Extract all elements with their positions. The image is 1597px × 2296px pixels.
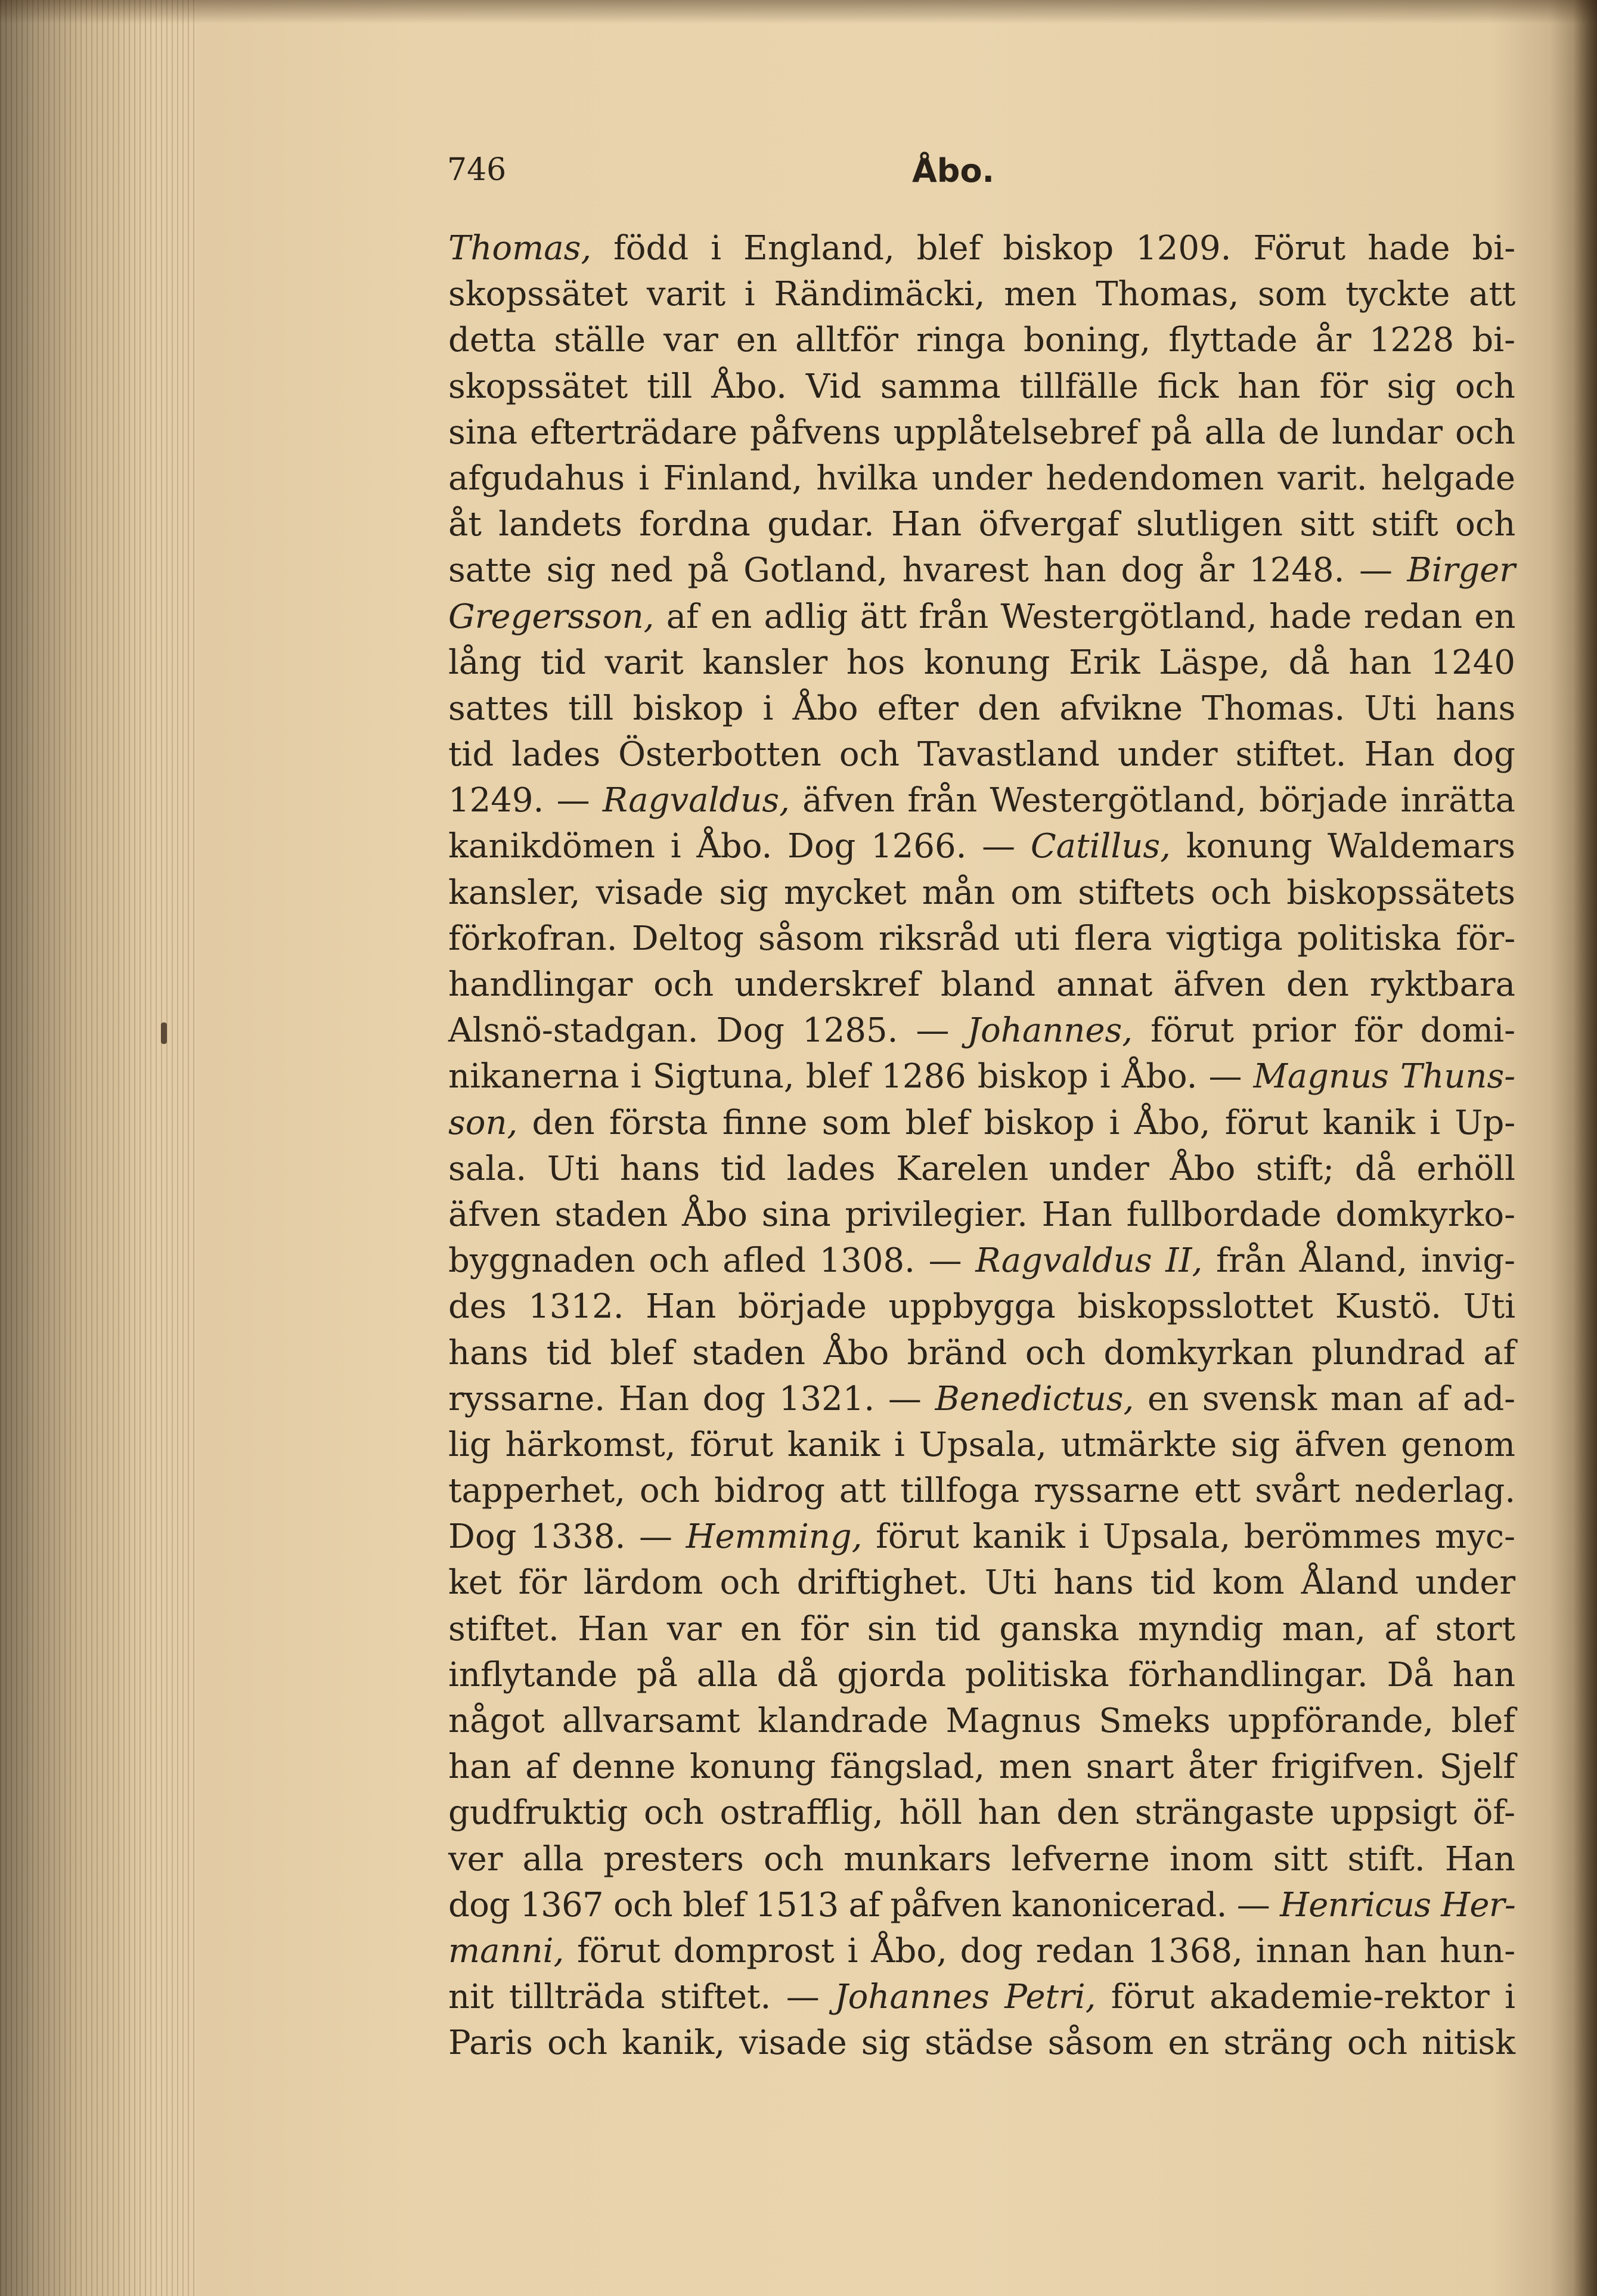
text-line [448, 1422, 1515, 1468]
text-run: Alsnö-stadgan. Dog 1285. — [448, 1011, 967, 1051]
text-run: stiftet. Han var en för sin tid ganska myndig man, af stort [448, 1609, 1515, 1649]
person-name: Catillus, [1030, 827, 1171, 866]
text-run: Dog 1338. — [448, 1517, 686, 1557]
page-header [447, 152, 1508, 206]
text-run: tapperhet, och bidrog att tillfoga ryssarne ett svårt nederlag. [448, 1471, 1516, 1511]
text-run: skopssätet till Åbo. Vid samma tillfälle fick han för sig och [448, 367, 1515, 406]
text-line [448, 1606, 1515, 1652]
text-run: lig härkomst, förut kanik i Upsala, utmärkte sig äfven genom [448, 1425, 1515, 1464]
text-line [448, 1468, 1515, 1514]
text-run: sattes till biskop i Åbo efter den afvikne Thomas. Uti hans [448, 689, 1516, 728]
text-run: tid lades Österbotten och Tavastland under stiftet. Han dog [448, 735, 1515, 774]
text-line [448, 1100, 1515, 1146]
text-run: 1249. — [448, 781, 603, 820]
text-run: han af denne konung fängslad, men snart åter frigifven. Sjelf [448, 1747, 1516, 1787]
text-line [448, 823, 1515, 869]
text-run: förut akademie-rektor i [1096, 1978, 1516, 2017]
text-line [448, 1514, 1515, 1560]
text-line [448, 501, 1515, 547]
person-name: Johannes Petri, [835, 1978, 1096, 2017]
person-name: Henricus Her- [1280, 1885, 1516, 1925]
text-line [448, 225, 1515, 271]
text-line [448, 1376, 1515, 1422]
gutter-shadow [1573, 0, 1597, 2296]
text-run: des 1312. Han började uppbygga biskopsslottet Kustö. Uti [448, 1287, 1516, 1327]
text-run: äfven staden Åbo sina privilegier. Han fullbordade domkyrko- [448, 1195, 1515, 1234]
text-line [448, 1284, 1515, 1330]
text-run: en svensk man af ad- [1134, 1379, 1516, 1418]
text-line [448, 410, 1515, 456]
person-name: Johannes, [967, 1011, 1133, 1051]
text-run: detta ställe var en alltför ringa boning, flyttade år 1228 bi- [448, 321, 1515, 360]
page-number: 746 [447, 152, 507, 188]
text-line [448, 456, 1515, 501]
text-line [448, 1928, 1515, 1974]
text-line [448, 1330, 1515, 1376]
text-line [448, 1146, 1515, 1192]
text-run: dog 1367 och blef 1513 af påfven kanonicerad. — [448, 1885, 1280, 1925]
text-line [448, 1790, 1515, 1836]
text-run: konung Waldemars [1170, 827, 1515, 866]
text-line [448, 1054, 1515, 1099]
person-name: Benedictus, [935, 1379, 1134, 1418]
person-name: Magnus Thuns- [1253, 1057, 1516, 1096]
text-run: född i England, blef biskop 1209. Förut hade bi- [591, 229, 1516, 268]
text-line [448, 1836, 1515, 1882]
text-run: gudfruktig och ostrafflig, höll han den strängaste uppsigt öf- [448, 1793, 1515, 1833]
person-name: Thomas, [448, 229, 592, 268]
text-line [448, 1008, 1515, 1054]
person-name: Ragvaldus, [602, 781, 790, 820]
text-run: nikanerna i Sigtuna, blef 1286 biskop i Åbo. — [448, 1057, 1254, 1096]
text-run: förut kanik i Upsala, berömmes myc- [862, 1517, 1515, 1557]
text-run: lång tid varit kansler hos konung Erik Läspe, då han 1240 [448, 643, 1515, 682]
text-line [448, 317, 1515, 363]
text-run: något allvarsamt klandrade Magnus Smeks uppförande, blef [448, 1702, 1515, 1740]
text-run: sala. Uti hans tid lades Karelen under Åbo stift; då erhöll [448, 1149, 1515, 1188]
person-name: Birger [1407, 551, 1516, 590]
text-run: den första finne som blef biskop i Åbo, förut kanik i Up- [517, 1103, 1516, 1142]
text-line [448, 271, 1515, 317]
text-run: från Åland, invig- [1202, 1241, 1516, 1281]
text-run: kansler, visade sig mycket mån om stiftets och biskopssätets [448, 873, 1515, 912]
text-run: hans tid blef staden Åbo bränd och domkyrkan plundrad af [448, 1333, 1516, 1372]
text-line [448, 640, 1515, 686]
text-line [448, 364, 1515, 410]
text-run: äfven från Westergötland, började inrätta [789, 781, 1515, 820]
person-name: son, [448, 1103, 518, 1142]
text-run: satte sig ned på Gotland, hvarest han dog år 1248. — [448, 551, 1407, 590]
text-run: inflytande på alla då gjorda politiska förhandlingar. Då han [448, 1655, 1516, 1694]
text-line [448, 916, 1515, 962]
ink-mark [161, 1022, 167, 1044]
top-shade [0, 0, 1597, 24]
text-run: Paris och kanik, visade sig städse såsom en sträng och nitisk [448, 2024, 1516, 2063]
text-run: sina efterträdare påfvens upplåtelsebref på alla de lundar och [448, 413, 1516, 452]
text-line [448, 870, 1515, 916]
text-run: ryssarne. Han dog 1321. — [448, 1379, 935, 1418]
text-run: kanikdömen i Åbo. Dog 1266. — [448, 827, 1031, 866]
text-run: ver alla presters och munkars lefverne inom sitt stift. Han [448, 1839, 1515, 1879]
text-run: byggnaden och afled 1308. — [448, 1241, 976, 1281]
text-line [448, 1560, 1515, 1606]
person-name: Gregersson, [448, 597, 655, 636]
text-run: förkofran. Deltog såsom riksråd uti flera vigtiga politiska för- [448, 919, 1516, 958]
text-line [448, 777, 1515, 823]
text-run: förut domprost i Åbo, dog redan 1368, innan han hun- [564, 1931, 1516, 1970]
text-line [448, 1238, 1515, 1284]
text-line [448, 547, 1515, 593]
text-line [448, 1744, 1515, 1790]
text-run: ket för lärdom och driftighet. Uti hans tid kom Åland under [448, 1563, 1516, 1603]
text-line [448, 1652, 1515, 1698]
page-edges [0, 0, 197, 2296]
text-run: nit tillträda stiftet. — [448, 1978, 835, 2017]
person-name: Ragvaldus II, [975, 1241, 1203, 1281]
text-line [448, 594, 1515, 640]
running-head: Åbo. [912, 152, 995, 190]
text-run: afgudahus i Finland, hvilka under hedendomen varit. helgade [448, 458, 1515, 498]
text-run: skopssätet varit i Rändimäcki, men Thomas, som tyckte att [448, 275, 1516, 314]
text-line [448, 1698, 1515, 1744]
text-line [448, 2020, 1515, 2066]
body-text [448, 225, 1515, 2066]
text-run: handlingar och underskref bland annat äfven den ryktbara [448, 965, 1515, 1004]
person-name: manni, [448, 1931, 565, 1970]
text-run: åt landets fordna gudar. Han öfvergaf slutligen sitt stift och [448, 505, 1516, 544]
text-line [448, 962, 1515, 1008]
text-line [448, 1974, 1515, 2020]
text-line [448, 1192, 1515, 1238]
text-line [448, 1882, 1515, 1928]
text-line [448, 686, 1515, 732]
text-run: af en adlig ätt från Westergötland, hade redan en [654, 597, 1516, 636]
text-run: förut prior för domi- [1133, 1011, 1515, 1051]
person-name: Hemming, [686, 1517, 863, 1557]
text-line [448, 732, 1515, 777]
